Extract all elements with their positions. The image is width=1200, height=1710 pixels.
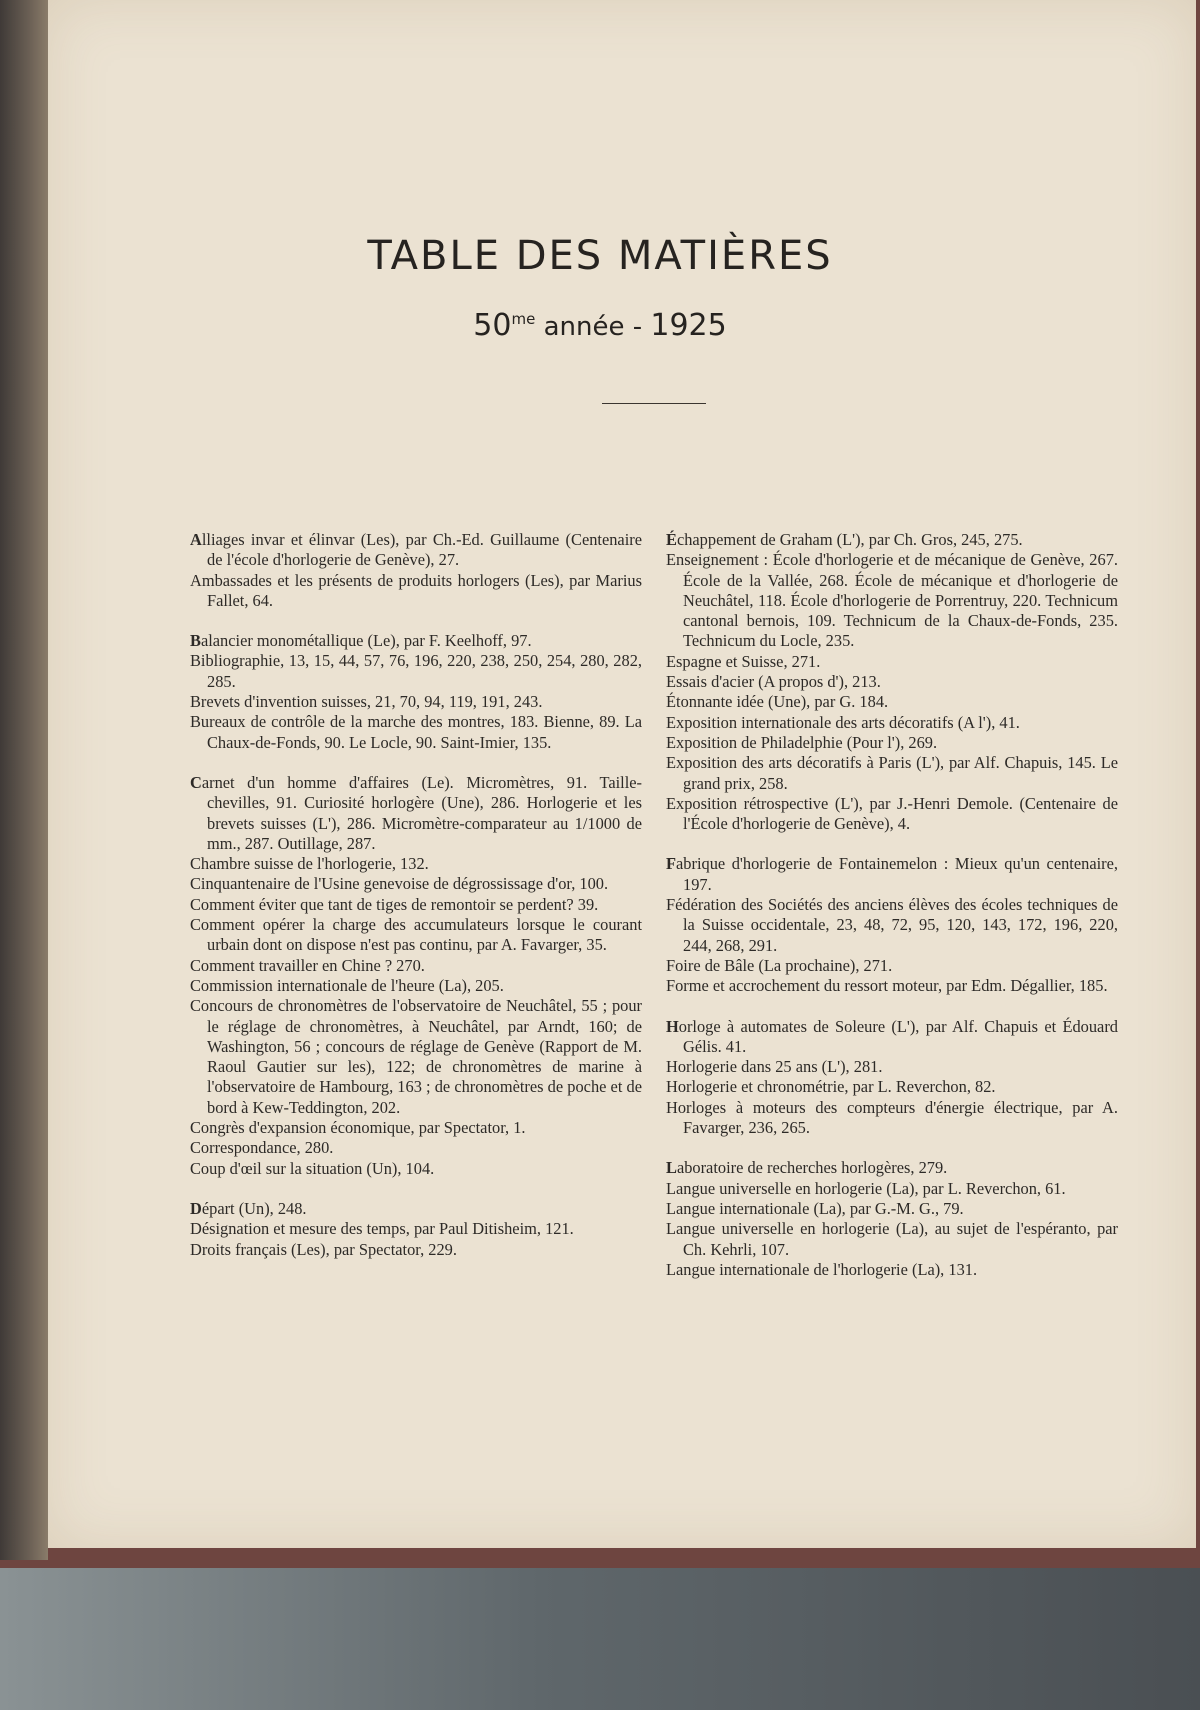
page-title: TABLE DES MATIÈRES xyxy=(367,232,833,279)
section-initial: É xyxy=(666,530,677,549)
entry-text: Étonnante idée (Une), par G. 184. xyxy=(666,692,889,712)
index-entry xyxy=(666,854,1118,895)
index-entry xyxy=(190,692,642,712)
entry-text: aboratoire de recherches horlogères, 279. xyxy=(676,1158,948,1178)
index-entry xyxy=(666,1219,1118,1260)
index-entry xyxy=(666,1199,1118,1219)
index-entry xyxy=(190,773,642,854)
section-gap xyxy=(666,1138,1118,1158)
entry-text: Espagne et Suisse, 271. xyxy=(666,651,821,671)
index-entry xyxy=(666,672,1118,692)
index-entry xyxy=(666,895,1118,956)
index-entry xyxy=(666,1057,1118,1077)
index-entry xyxy=(190,1138,642,1158)
entry-text: Exposition rétrospective (L'), par J.-Henri Demole. (Centenaire de l'École d'horlogerie de Genève), 4. xyxy=(666,793,1118,834)
index-entry xyxy=(190,854,642,874)
section-gap xyxy=(190,611,642,631)
entry-text: Concours de chronomètres de l'observatoire de Neuchâtel, 55 ; pour le réglage de chronomètres, à Neuchâtel, par Arndt, 160; de Washington, 56 ; concours de réglage de Genève (Rapport de M. Raoul Gautier sur les), 122; de chronomètres de marine à l'observatoire de Hambourg, 163 ; de chronomètres de poche et de bord à Kew-Teddington, 202. xyxy=(190,996,642,1117)
entry-text: Exposition des arts décoratifs à Paris (L'), par Alf. Chapuis, 145. Le grand prix, 258. xyxy=(666,753,1118,793)
index-entry xyxy=(666,976,1118,996)
entry-text: Horlogerie et chronométrie, par L. Reverchon, 82. xyxy=(666,1077,996,1097)
entry-text: Langue universelle en horlogerie (La), par L. Reverchon, 61. xyxy=(666,1178,1066,1198)
index-entry xyxy=(190,631,642,651)
background-surface xyxy=(0,1568,1200,1710)
section-gap xyxy=(666,997,1118,1017)
volume-superscript: me xyxy=(511,310,536,328)
section-gap xyxy=(190,753,642,773)
entry-text: épart (Un), 248. xyxy=(201,1198,307,1218)
entry-text: Forme et accrochement du ressort moteur, par Edm. Dégallier, 185. xyxy=(666,976,1108,996)
entry-text: abrique d'horlogerie de Fontainemelon : Mieux qu'un centenaire, 197. xyxy=(676,854,1118,894)
index-entry xyxy=(190,915,642,956)
section-initial: H xyxy=(666,1016,679,1036)
entry-text: Congrès d'expansion économique, par Spectator, 1. xyxy=(190,1118,526,1138)
index-entry xyxy=(190,956,642,976)
index-column-right xyxy=(666,530,1118,1280)
entry-text: Chambre suisse de l'horlogerie, 132. xyxy=(190,854,429,874)
entry-text: Désignation et mesure des temps, par Paul Ditisheim, 121. xyxy=(190,1219,574,1239)
entry-text: Comment éviter que tant de tiges de remontoir se perdent? 39. xyxy=(190,894,599,914)
entry-text: Fédération des Sociétés des anciens élèves des écoles techniques de la Suisse occidentale, 23, 48, 72, 95, 120, 143, 172, 196, 220, 244, 268, 291. xyxy=(666,895,1118,955)
section-initial: A xyxy=(190,530,202,549)
section-initial: D xyxy=(190,1198,202,1218)
index-entry xyxy=(190,1219,642,1239)
index-entry xyxy=(666,956,1118,976)
index-entry xyxy=(190,1240,642,1260)
index-entry xyxy=(666,713,1118,733)
index-entry xyxy=(666,1260,1118,1280)
title-divider xyxy=(602,403,706,404)
entry-text: Langue internationale (La), par G.-M. G., 79. xyxy=(666,1198,964,1218)
section-initial: F xyxy=(666,854,677,874)
index-entry xyxy=(190,895,642,915)
index-entry xyxy=(190,651,642,692)
entry-text: Coup d'œil sur la situation (Un), 104. xyxy=(190,1158,435,1178)
entry-text: Langue universelle en horlogerie (La), au sujet de l'espéranto, par Ch. Kehrli, 107. xyxy=(666,1219,1118,1259)
entry-text: orloge à automates de Soleure (L'), par Alf. Chapuis et Édouard Gélis. 41. xyxy=(678,1016,1118,1056)
entry-text: alancier monométallique (Le), par F. Keelhoff, 97. xyxy=(200,631,532,651)
volume-number: 50 xyxy=(473,308,512,343)
index-entry xyxy=(190,976,642,996)
index-entry xyxy=(666,1179,1118,1199)
index-entry xyxy=(666,1017,1118,1058)
index-entry xyxy=(666,550,1118,651)
entry-text: Enseignement : École d'horlogerie et de mécanique de Genève, 267. École de la Vallée, 268. École de mécanique et d'horlogerie de Neuchâtel, 118. École d'horlogerie de Porrentruy, 220. Technicum cantonal bernois, 109. Technicum de la Chaux-de-Fonds, 235. Technicum du Locle, 235. xyxy=(666,550,1118,651)
entry-text: Cinquantenaire de l'Usine genevoise de dégrossissage d'or, 100. xyxy=(190,874,609,894)
index-entry xyxy=(666,794,1118,835)
index-entry xyxy=(666,692,1118,712)
entry-text: arnet d'un homme d'affaires (Le). Micromètres, 91. Taille-chevilles, 91. Curiosité horlogère (Une), 286. Horlogerie et les brevets suisses (L'), 286. Micromètre-comparateur au 1/1000 de mm., 287. Outillage, 287. xyxy=(201,772,642,853)
section-initial: L xyxy=(666,1158,677,1178)
entry-text: Langue internationale de l'horlogerie (La), 131. xyxy=(666,1259,978,1279)
index-entry xyxy=(190,530,642,571)
entry-text: Commission internationale de l'heure (La), 205. xyxy=(190,975,504,995)
volume-annee: année xyxy=(543,312,625,342)
index-entry xyxy=(666,652,1118,672)
page-subtitle xyxy=(0,308,1200,343)
index-entry xyxy=(190,571,642,612)
index-entry xyxy=(666,1077,1118,1097)
index-entry xyxy=(666,753,1118,794)
index-entry xyxy=(190,996,642,1118)
index-entry xyxy=(190,1118,642,1138)
entry-text: Exposition internationale des arts décoratifs (A l'), 41. xyxy=(666,712,1020,732)
index-column-left xyxy=(190,530,642,1260)
volume-year: 1925 xyxy=(650,308,727,343)
index-entry xyxy=(190,1159,642,1179)
entry-text: Comment opérer la charge des accumulateurs lorsque le courant urbain dont on dispose n'est pas continu, par A. Favarger, 35. xyxy=(190,915,642,955)
entry-text: Essais d'acier (A propos d'), 213. xyxy=(666,672,881,692)
entry-text: Ambassades et les présents de produits horlogers (Les), par Marius Fallet, 64. xyxy=(190,570,642,610)
index-entry xyxy=(190,1199,642,1219)
section-initial: C xyxy=(190,772,202,792)
entry-text: Comment travailler en Chine ? 270. xyxy=(190,955,425,975)
index-entry xyxy=(666,1158,1118,1178)
entry-text: Foire de Bâle (La prochaine), 271. xyxy=(666,955,893,975)
entry-text: Exposition de Philadelphie (Pour l'), 269. xyxy=(666,732,938,752)
section-gap xyxy=(666,834,1118,854)
section-gap xyxy=(190,1179,642,1199)
index-entry xyxy=(666,530,1118,550)
section-initial: B xyxy=(190,631,201,651)
entry-text: chappement de Graham (L'), par Ch. Gros, 245, 275. xyxy=(676,530,1023,549)
index-entry xyxy=(190,712,642,753)
index-entry xyxy=(190,874,642,894)
subtitle-separator: - xyxy=(632,312,643,342)
entry-text: Droits français (Les), par Spectator, 229. xyxy=(190,1239,457,1259)
index-entry xyxy=(666,1098,1118,1139)
entry-text: Bibliographie, 13, 15, 44, 57, 76, 196, 220, 238, 250, 254, 280, 282, 285. xyxy=(190,651,642,691)
entry-text: Correspondance, 280. xyxy=(190,1138,334,1158)
entry-text: Horlogerie dans 25 ans (L'), 281. xyxy=(666,1057,883,1077)
index-entry xyxy=(666,733,1118,753)
entry-text: lliages invar et élinvar (Les), par Ch.-Ed. Guillaume (Centenaire de l'école d'horlogerie de Genève), 27. xyxy=(201,530,642,570)
entry-text: Horloges à moteurs des compteurs d'énergie électrique, par A. Favarger, 236, 265. xyxy=(666,1097,1118,1138)
entry-text: Brevets d'invention suisses, 21, 70, 94, 119, 191, 243. xyxy=(190,692,543,712)
entry-text: Bureaux de contrôle de la marche des montres, 183. Bienne, 89. La Chaux-de-Fonds, 90. Le Locle, 90. Saint-Imier, 135. xyxy=(190,712,642,752)
